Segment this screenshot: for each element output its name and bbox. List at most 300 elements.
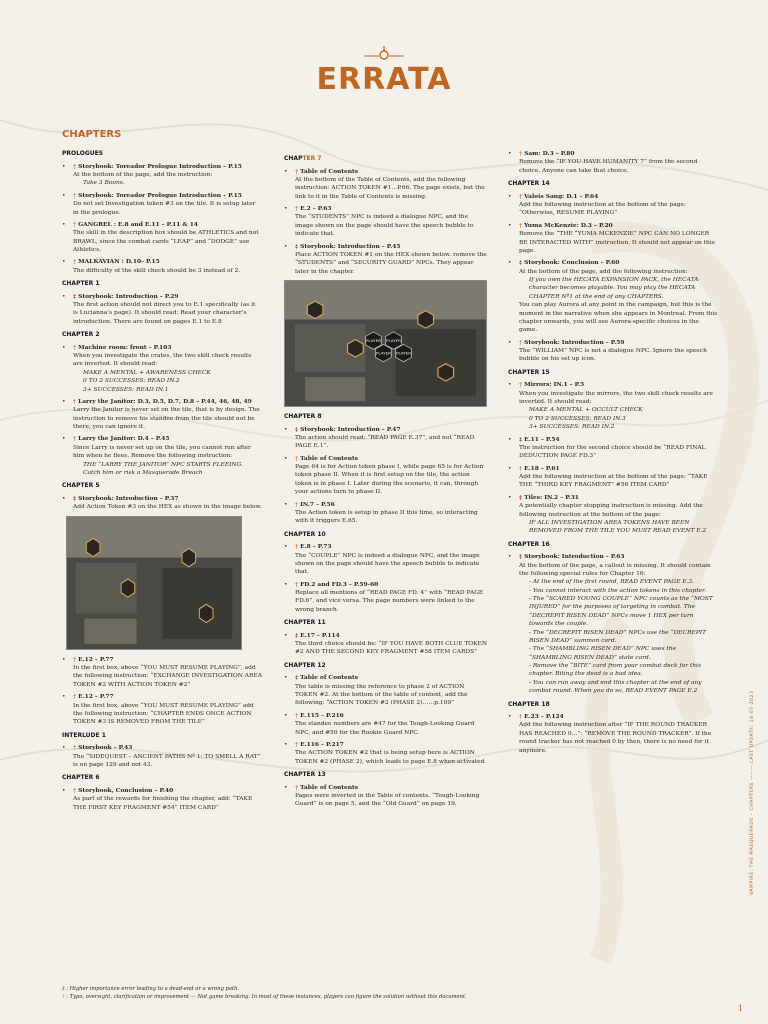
bullet-icon: • xyxy=(508,222,512,229)
severity-mark: † xyxy=(73,191,77,199)
item-text: The Action token is setup in phase II this time, so interacting with it triggers E.65. xyxy=(295,509,478,525)
errata-item xyxy=(62,221,262,255)
item-heading xyxy=(73,258,262,266)
chapter-heading: CHAPTER 7 xyxy=(284,155,322,162)
item-heading xyxy=(295,674,488,682)
bullet-icon: • xyxy=(62,656,66,663)
bullet-icon: • xyxy=(284,501,288,508)
errata-item xyxy=(62,344,262,394)
bullet-icon: • xyxy=(284,455,288,462)
chapter-items xyxy=(62,495,262,512)
item-title: E.23 – P.124 xyxy=(524,713,564,721)
item-instruction: - You cannot interact with the action tokens in this chapter. xyxy=(529,587,707,594)
item-heading xyxy=(295,205,488,213)
item-text: When you investigate the crates, the two skill check results are inverted. It should read: xyxy=(73,353,252,368)
chapter-section xyxy=(284,771,488,809)
footnote-critical: ‡ : Higher importance error leading to a dead-end or a wrong path. xyxy=(62,986,240,992)
item-instruction: - You can run away and end this chapter at the end of any combat round. When you do so, READ EVENT PAGE E.2 xyxy=(529,679,702,695)
severity-mark: ‡ xyxy=(519,435,523,443)
errata-item xyxy=(508,553,718,695)
item-title: Table of Contents xyxy=(300,674,359,682)
item-instruction: If you own the HECATA EXPANSION PACK, the HECATA character becomes playable. You may play the HECATA CHAPTER Nº1 at the end of any CHAPTERS. xyxy=(529,277,699,300)
severity-mark: † xyxy=(295,740,299,748)
errata-item xyxy=(284,581,488,615)
column-3-content xyxy=(508,150,718,755)
chapter-items xyxy=(62,344,262,478)
severity-mark: † xyxy=(73,397,77,405)
item-text: The instruction for the second choice should be “READ FINAL DEDUCTION PAGE FD.3” xyxy=(519,444,706,460)
item-heading xyxy=(73,693,262,701)
severity-mark: † xyxy=(295,711,299,719)
bullet-icon: • xyxy=(284,168,288,175)
severity-mark: † xyxy=(73,162,77,170)
item-instruction: MAKE A MENTAL + AWARENESS CHECK xyxy=(83,369,211,376)
item-heading xyxy=(519,381,718,389)
item-heading xyxy=(73,656,262,664)
severity-mark: † xyxy=(73,786,77,794)
item-title: E.8 – P.73 xyxy=(300,543,332,551)
item-heading xyxy=(519,193,718,201)
item-text: Add the following instruction at the bottom of the page: “TAKE THE “THIRD KEY FRAGMENT” #56 ITEM CARD” xyxy=(519,474,708,489)
chapter-7-map-image xyxy=(284,280,487,407)
chapter-items xyxy=(284,543,488,614)
errata-item xyxy=(284,674,488,708)
item-text: Larry the Janitor is never set on the tile, that is by design. The instruction to remove his standee from the tile should not be there, you can ignore it. xyxy=(73,407,260,431)
chapter-section xyxy=(62,150,262,275)
item-heading xyxy=(295,426,488,434)
chapter-items xyxy=(284,784,488,809)
item-heading xyxy=(519,465,718,473)
chapter-section xyxy=(284,413,488,526)
chapter-5-map-image xyxy=(66,516,242,650)
chapter-items xyxy=(284,674,488,766)
item-heading xyxy=(295,543,488,551)
action-token-hex xyxy=(121,579,135,597)
item-title: Tiles: IN.2 – P.31 xyxy=(524,493,579,501)
bullet-icon: • xyxy=(62,221,66,228)
chapter-items xyxy=(62,744,262,769)
item-title: E.12 – P.77 xyxy=(78,655,114,663)
item-text: As part of the rewards for finishing the chapter, add: “TAKE THE FIRST KEY FRAGMENT #54” ITEM CARD” xyxy=(73,796,253,811)
item-title: IN.7 – P.56 xyxy=(300,500,335,508)
column-2 xyxy=(284,150,488,813)
chapter-heading: CHAPTER 2 xyxy=(62,331,100,339)
errata-item xyxy=(508,222,718,256)
severity-mark: † xyxy=(73,220,77,228)
item-heading xyxy=(519,494,718,502)
item-heading xyxy=(519,553,718,561)
chapter-heading: CHAPTER 12 xyxy=(284,661,326,669)
severity-mark: † xyxy=(295,783,299,791)
errata-item xyxy=(284,243,488,277)
bullet-icon: • xyxy=(284,426,288,433)
column-3 xyxy=(508,150,718,759)
item-text: The first action should not direct you to E.1 specifically (as it is Lucianna’s page). It should read: Read your character’s introduction. There are found on pages E.1 to E.8 xyxy=(73,302,256,325)
item-title: E.2 – P.63 xyxy=(300,205,332,213)
action-token-hex xyxy=(86,538,100,556)
item-instruction: - Remove the “BITE” card from your combat deck for this chapter. Biting the dead is a bad idea. xyxy=(529,663,701,678)
chapter-heading: CHAPTER 10 xyxy=(284,530,326,538)
item-heading xyxy=(295,243,488,251)
map-terrain xyxy=(84,618,136,643)
bullet-icon: • xyxy=(508,494,512,501)
chapter-section xyxy=(62,331,262,477)
bullet-icon: • xyxy=(62,745,66,752)
bullet-icon: • xyxy=(508,714,512,721)
severity-mark: † xyxy=(73,258,77,266)
item-instruction: Take 3 Boons. xyxy=(83,180,125,187)
action-token-hex xyxy=(307,301,323,318)
severity-mark: † xyxy=(519,150,523,157)
item-text: The skill in the description box should be ATHLETICS and not BRAWL, since the combat cards “LEAP” and “DODGE” use Athletics. xyxy=(73,230,259,254)
item-heading xyxy=(73,787,262,795)
item-heading xyxy=(295,455,488,463)
errata-item xyxy=(284,455,488,497)
chapter-heading: CHAPTER 6 xyxy=(62,774,100,782)
errata-item xyxy=(508,494,718,536)
item-text: Place ACTION TOKEN #1 on the HEX shown below. remove the “STUDENTS” and “SECURITY GUARD” NPCs. They appear later in the chapter. xyxy=(295,251,487,275)
item-heading xyxy=(295,581,488,589)
item-heading xyxy=(73,398,262,406)
item-text: The “COUPLE” NPC is indeed a dialogue NPC, and the image shown on the page should have the speech bubble to indicate that. xyxy=(295,552,480,576)
column-1-content xyxy=(62,150,262,812)
errata-item xyxy=(62,744,262,769)
severity-mark: † xyxy=(73,435,77,443)
errata-item xyxy=(508,339,718,364)
item-text: In the first box, above “YOU MUST RESUME PLAYING”, add the following instruction: “EXCHANGE INVESTIGATION AREA TOKEN #2 WITH ACTION TOKEN #2” xyxy=(73,665,263,688)
ornament-icon xyxy=(364,44,404,64)
chapter-section xyxy=(284,531,488,615)
item-title: FD.2 and FD.3 – P.59-60 xyxy=(300,580,379,588)
item-title: E.17 – P.114 xyxy=(300,631,340,639)
column-2-content xyxy=(284,155,488,809)
errata-item xyxy=(508,465,718,490)
side-running-text: VAMPIRE: THE MASQUERADE – CHAPTERS ——— LAST UPDATE: 18-07-2023 xyxy=(750,690,755,895)
item-title: Table of Contents xyxy=(300,454,359,462)
item-text: At the bottom of the page, add the following instruction: xyxy=(519,268,688,275)
chapter-heading: CHAPTER 5 xyxy=(62,482,100,490)
item-title: Yuma McKenzie: D.3 – P.20 xyxy=(524,221,613,229)
item-title: Mirrors: IN.1 – P.5 xyxy=(524,381,585,389)
severity-mark: ‡ xyxy=(519,259,523,267)
errata-item xyxy=(62,787,262,812)
errata-item xyxy=(508,381,718,431)
chapter-items xyxy=(284,168,488,277)
action-token-hex xyxy=(418,311,434,328)
errata-item xyxy=(508,193,718,218)
item-title: E.11 – P.54 xyxy=(524,435,560,443)
item-title: Storybook: Introduction – P.45 xyxy=(300,242,401,250)
bullet-icon: • xyxy=(62,259,66,266)
action-token-hex xyxy=(438,364,454,381)
item-text: You can play Aurora at any point in the campaign, but this is the moment in the narrative when she appears in Montreal. From this chapter onwards, you will see Aurora-specific choices in the game. xyxy=(519,302,718,334)
chapter-heading: CHAPTER 16 xyxy=(508,540,550,548)
chapter-items xyxy=(508,381,718,535)
chapter-heading: CHAPTER 15 xyxy=(508,368,550,376)
bullet-icon: • xyxy=(508,151,512,157)
chapter-section xyxy=(62,280,262,326)
item-title: Table of Contents xyxy=(300,167,359,175)
player-hex-label: PLAYER xyxy=(396,350,412,356)
errata-item xyxy=(62,495,262,512)
item-text: Add the following instruction at the bottom of the page: “Otherwise, RESUME PLAYING” xyxy=(519,202,687,217)
player-hex-label: PLAYER xyxy=(376,350,391,356)
chapter-items xyxy=(284,632,488,657)
item-text: The third choice should be: “IF YOU HAVE BOTH CLUE TOKEN #2 AND THE SECOND KEY FRAGMENT #58 ITEM CARDS” xyxy=(295,641,487,656)
footnote-minor: † : Typo, oversight, clarification or improvement — Not game breaking. In most of these instances, players can figure the solution without this document. xyxy=(62,993,467,1000)
item-text: The action should read: “READ PAGE E.37”, and not “READ PAGE E.1”. xyxy=(295,434,475,450)
player-hex-label: PLAYER xyxy=(386,338,402,344)
item-text: In the first box, above “YOU MUST RESUME PLAYING” add the following instruction: “CHAPTER ENDS ONCE ACTION TOKEN #3 IS REMOVED FROM THE TILE” xyxy=(73,702,254,726)
chapter-items xyxy=(62,787,262,812)
errata-item xyxy=(508,713,718,755)
item-text: The ACTION TOKEN #2 that is being setup here is ACTION TOKEN #2 (PHASE 2), which leads to page E.8 when activated. xyxy=(295,750,487,765)
action-token-hex xyxy=(182,548,196,566)
item-heading xyxy=(73,495,262,503)
chapter-section xyxy=(284,662,488,766)
severity-mark: † xyxy=(295,205,299,213)
item-title: MALKAVIAN : D.10– P.15 xyxy=(78,258,160,266)
bullet-icon: • xyxy=(62,163,66,170)
bullet-icon: • xyxy=(62,293,66,300)
errata-item xyxy=(62,435,262,477)
item-text: Pages were inverted in the Table of contents. “Tough-Looking Guard” is on page 5, and the “Old Guard” on page 19. xyxy=(295,792,480,808)
severity-mark: † xyxy=(295,580,299,588)
item-instruction: 3+ SUCCESSES: READ IN.1 xyxy=(83,386,169,393)
item-title: Storybook: Toreador Prologue Introduction – P.15 xyxy=(78,191,242,199)
chapter-section xyxy=(284,155,488,407)
chapter-section xyxy=(284,619,488,657)
item-instruction: - At the end of the first round, READ EVENT PAGE E.3. xyxy=(529,579,695,586)
chapter-items xyxy=(62,163,262,276)
bullet-icon: • xyxy=(62,192,66,199)
player-hex-label: PLAYER xyxy=(365,338,381,344)
item-heading xyxy=(73,163,262,171)
item-instruction: THE “LARRY THE JANITOR” NPC STARTS FLEEING. Catch him or risk a Masquerade Breach xyxy=(83,461,243,476)
chapter-items xyxy=(508,553,718,695)
action-token-hex xyxy=(199,604,213,622)
item-heading xyxy=(73,435,262,443)
severity-mark: † xyxy=(519,192,523,200)
item-text: Page 64 is for Action token phase I, while page 65 is for Action token phase II. When it is first setup on the tile, the action token is in phase I. Later during the scenario, it can, through your actions turn to phase II. xyxy=(295,464,484,496)
chapter-section xyxy=(62,774,262,812)
bullet-icon: • xyxy=(62,398,66,405)
errata-item xyxy=(284,741,488,766)
errata-item xyxy=(284,205,488,239)
chapter-section xyxy=(62,482,262,726)
item-title: Storybook: Toreador Prologue Introduction – P.15 xyxy=(78,162,242,170)
severity-mark: ‡ xyxy=(519,493,523,501)
item-instruction: - The “SCARED YOUNG COUPLE” NPC counts as the “MOST INJURED” for the purposes of targeting in combat. The “DECREPIT RISEN DEAD” NPCs move 1 HEX per turn towards the couple. xyxy=(529,596,713,628)
item-title: Valois Sang: D.1 – P.64 xyxy=(524,192,599,200)
chapter-items xyxy=(508,713,718,755)
bullet-icon: • xyxy=(508,465,512,472)
item-title: Storybook: Conclusion – P.60 xyxy=(524,259,620,267)
item-text: Replace all mentions of “READ PAGE FD. 4” with “READ PAGE FD.6”, and vice versa. The page numbers were linked to the wrong branch. xyxy=(295,590,484,613)
chapter-section xyxy=(508,541,718,696)
page-number: 1 xyxy=(738,1004,744,1013)
item-text: Add the following instruction after “IF THE ROUND TRACKER HAS REACHED 0…”: “REMOVE THE ROUND TRACKER”. If the round tracker has not reached 0 by then, there is no need for it anymore. xyxy=(519,722,712,754)
item-title: Storybook: Introduction – P.59 xyxy=(524,338,625,346)
item-title: Storybook: Introduction – P.37 xyxy=(78,494,179,502)
severity-mark: † xyxy=(73,655,77,663)
item-heading xyxy=(519,339,718,347)
item-instruction: 0 TO 2 SUCCESSES: READ IN.2 xyxy=(83,378,180,385)
chapter-items xyxy=(508,193,718,364)
severity-mark: † xyxy=(295,454,299,462)
item-heading xyxy=(73,192,262,200)
item-heading xyxy=(73,744,262,752)
map-illustration xyxy=(67,517,241,649)
errata-item xyxy=(284,426,488,451)
item-text: The table is missing the reference to phase 2 of ACTION TOKEN #2. At the bottom of the table of content, add the following: “ACTION TOKEN #2 (PHASE 2)……p.109” xyxy=(295,683,468,707)
item-text: The standee numbers are #47 for the Tough-Looking Guard NPC, and #50 for the Rookie Guard NPC. xyxy=(295,721,475,736)
item-title: E.116 – P.217 xyxy=(300,740,344,748)
item-text: At the bottom of the Table of Contents, add the following instruction: ACTION TOKEN #1...P.66. The page exists, but the link to it in the Table of Contents is missing. xyxy=(295,176,485,200)
errata-item xyxy=(284,501,488,526)
item-text: At the bottom of the page, add the instruction: xyxy=(73,172,213,179)
item-heading xyxy=(295,712,488,720)
item-title: Storybook – P.43 xyxy=(78,744,133,752)
item-text: Since Larry is never set up on the tile, you cannot run after him when he flees. Remove the following instruction: xyxy=(73,444,251,460)
item-title: E.115 – P.216 xyxy=(300,711,344,719)
item-instruction: 3+ SUCCESSES: READ IN.2 xyxy=(529,424,615,431)
column-1 xyxy=(62,128,262,816)
severity-mark: † xyxy=(295,543,299,551)
bullet-icon: • xyxy=(284,544,288,551)
bullet-icon: • xyxy=(62,694,66,701)
errata-item xyxy=(62,693,262,727)
item-text: The “STUDENTS” NPC is indeed a dialogue NPC, and the image shown on the page should have the speech bubble to indicate that. xyxy=(295,214,474,238)
errata-item xyxy=(62,293,262,327)
errata-item xyxy=(284,168,488,202)
chapter-heading: CHAPTER 8 xyxy=(284,413,322,421)
errata-item xyxy=(284,632,488,657)
severity-mark: † xyxy=(73,693,77,701)
item-title: Sam: D.3 – P.80 xyxy=(524,150,575,157)
item-text: When you investigate the mirrors, the two skill check results are inverted. It should read: xyxy=(519,390,713,406)
errata-item xyxy=(508,436,718,461)
item-title: Storybook: Introduction – P.47 xyxy=(300,425,401,433)
errata-item xyxy=(62,192,262,217)
errata-item xyxy=(62,656,262,690)
errata-item xyxy=(284,712,488,737)
map-terrain xyxy=(163,567,233,638)
item-heading xyxy=(295,501,488,509)
chapter-heading: INTERLUDE 1 xyxy=(62,731,106,739)
chapter-items xyxy=(284,426,488,526)
bullet-icon: • xyxy=(284,581,288,588)
item-text: Remove the “IF YOU HAVE HUMANITY 7” from the second choice. Anyone can take that choice. xyxy=(519,159,698,174)
chapter-heading: CHAPTER 14 xyxy=(508,180,550,188)
item-heading xyxy=(295,741,488,749)
bullet-icon: • xyxy=(508,382,512,389)
severity-mark: ‡ xyxy=(295,242,299,250)
severity-mark: ‡ xyxy=(519,553,523,561)
bullet-icon: • xyxy=(62,787,66,794)
errata-item xyxy=(62,258,262,275)
item-heading xyxy=(73,293,262,301)
errata-item xyxy=(508,259,718,334)
item-heading xyxy=(519,259,718,267)
bullet-icon: • xyxy=(508,436,512,443)
item-title: Storybook: Introduction – P.29 xyxy=(78,292,179,300)
map-terrain xyxy=(396,329,476,396)
action-token-hex xyxy=(348,340,364,357)
errata-item xyxy=(62,398,262,432)
item-text: The difficulty of the skill check should be 3 instead of 2. xyxy=(73,267,241,274)
chapter-heading: CHAPTER 11 xyxy=(284,619,326,627)
bullet-icon: • xyxy=(508,193,512,200)
chapter-heading: CHAPTER 18 xyxy=(508,700,550,708)
severity-mark: † xyxy=(295,167,299,175)
item-title: Storybook, Conclusion – P.40 xyxy=(78,786,174,794)
severity-mark: ‡ xyxy=(73,292,77,300)
bullet-icon: • xyxy=(284,632,288,639)
item-heading xyxy=(519,222,718,230)
item-title: GANGREL : E.8 and E.11 – P.11 & 14 xyxy=(78,220,198,228)
severity-mark: † xyxy=(519,713,523,721)
item-title: E.18 – P.61 xyxy=(524,464,560,472)
item-title: Storybook: Introduction – P.63 xyxy=(524,553,625,561)
item-text: At the bottom of the page, a callout is missing. It should contain the following special rules for Chapter 16: xyxy=(519,562,711,577)
item-title: Larry the Janitor: D.4 – P.45 xyxy=(78,435,170,443)
chapter-heading: CHAPTER 1 xyxy=(62,280,100,288)
errata-item xyxy=(284,784,488,809)
severity-mark: † xyxy=(73,744,77,752)
chapter-section xyxy=(508,701,718,755)
errata-item xyxy=(508,150,718,175)
severity-mark: † xyxy=(519,464,523,472)
severity-mark: † xyxy=(519,381,523,389)
item-instruction: - The “SHAMBLING RISEN DEAD” NPC uses the “SHAMBLING RISEN DEAD” state card. xyxy=(529,646,677,661)
chapter-section xyxy=(508,150,718,175)
bullet-icon: • xyxy=(284,675,288,682)
chapter-section xyxy=(62,732,262,770)
item-instruction: IF ALL INVESTIGATION AREA TOKENS HAVE BEEN REMOVED FROM THE TILE YOU MUST READ EVENT E.2 xyxy=(529,519,707,535)
item-text: The “WILLIAM” NPC is not a dialogue NPC. Ignore the speech bubble on his set up icon. xyxy=(519,348,707,363)
item-instruction: MAKE A MENTAL + OCCULT CHECK xyxy=(529,407,643,414)
item-instruction: 0 TO 2 SUCCESSES: READ IN.3 xyxy=(529,415,626,422)
severity-mark: ‡ xyxy=(73,494,77,502)
severity-mark: ‡ xyxy=(295,674,299,682)
bullet-icon: • xyxy=(62,495,66,502)
severity-mark: † xyxy=(295,500,299,508)
item-text: Remove the “THE “YUMA MCKENZIE” NPC CAN NO LONGER BE INTERACTED WITH” instruction. It should not appear on this page. xyxy=(519,231,715,254)
item-text: Do not set Investigation token #3 on the tile. It is setup later in the prologue. xyxy=(73,201,256,216)
errata-item xyxy=(284,543,488,577)
footnotes xyxy=(62,986,702,1002)
errata-item xyxy=(62,163,262,188)
chapter-section xyxy=(508,369,718,536)
chapter-items xyxy=(62,293,262,327)
item-heading xyxy=(519,713,718,721)
item-title: E.12 – P.77 xyxy=(78,693,114,701)
bullet-icon: • xyxy=(284,784,288,791)
bullet-icon: • xyxy=(284,243,288,250)
item-heading xyxy=(519,436,718,444)
section-title: CHAPTERS xyxy=(62,129,122,140)
bullet-icon: • xyxy=(508,260,512,267)
item-heading xyxy=(519,150,718,158)
bullet-icon: • xyxy=(284,741,288,748)
item-title: Larry the Janitor: D.3, D.5, D.7, D.8 – P.44, 46, 48, 49 xyxy=(78,397,252,405)
severity-mark: † xyxy=(519,221,523,229)
bullet-icon: • xyxy=(62,436,66,443)
chapter-section xyxy=(508,180,718,364)
bullet-icon: • xyxy=(284,712,288,719)
bullet-icon: • xyxy=(508,339,512,346)
